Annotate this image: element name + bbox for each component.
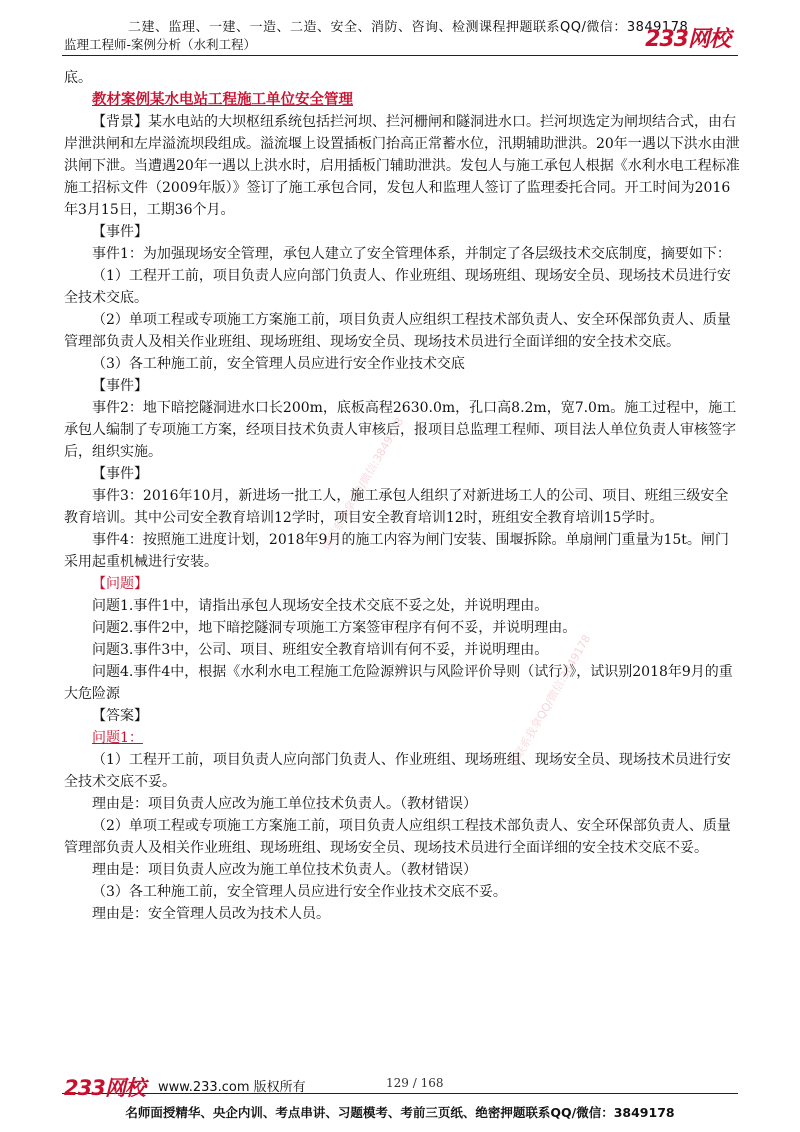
question-2: 问题2.事件2中，地下暗挖隧洞专项施工方案签审程序有何不妥，并说明理由。	[92, 620, 577, 636]
answer-1-reason-1: 理由是：项目负责人应改为施工单位技术负责人。（教材错误）	[92, 796, 477, 812]
answer-1-reason-2: 理由是：项目负责人应改为施工单位技术负责人。（教材错误）	[92, 862, 477, 878]
answer-1-item-2: （2）单项工程或专项施工方案施工前，项目负责人应组织工程技术部负责人、安全环保部负责人、质量管理部负责人及相关作业班组、现场班组、现场安全员、现场技术员进行全面详细的安全技术交底不妥。	[64, 818, 731, 856]
paragraph: 底。	[64, 70, 92, 86]
question-3: 问题3.事件3中，公司、项目、班组安全教育培训有何不妥，并说明理由。	[92, 642, 549, 658]
event-1-item-3: （3）各工种施工前，安全管理人员应进行安全作业技术交底	[92, 356, 465, 372]
answer-heading: 【答案】	[92, 708, 148, 724]
watermark: 请联系我拿QQ/微信:3849178	[506, 632, 594, 770]
answer-1-item-1: （1）工程开工前，项目负责人应向部门负责人、作业班组、现场班组、现场安全员、现场技术员进行安全技术交底不妥。	[64, 752, 731, 790]
page-number: 129 / 168	[386, 1076, 444, 1090]
background-paragraph: 【背景】某水电站的大坝枢纽系统包括拦河坝、拦河栅闸和隧洞进水口。拦河坝选定为闸坝结合式，由右岸泄洪闸和左岸溢流坝段组成。溢流堰上设置插板门抬高正常蓄水位，汛期辅助泄洪。20年一遇以下洪水由泄洪闸下泄。当遭遇20年一遇以上洪水时，启用插板门辅助泄洪。发包人与施工承包人根据《水利水电工程标准施工招标文件（2009年版）》签订了施工承包合同，发包人和监理人签订了监理委托合同。开工时间为2016年3月15日，工期36个月。	[64, 114, 740, 218]
document-body	[64, 67, 740, 925]
event-3-paragraph: 事件3：2016年10月，新进场一批工人，施工承包人组织了对新进场工人的公司、项目、班组三级安全教育培训。其中公司安全教育培训12学时，项目安全教育培训12时，班组安全教育培训15学时。	[64, 488, 729, 526]
question-4: 问题4.事件4中，根据《水利水电工程施工危险源辨识与风险评价导则（试行）》，试识别2018年9月的重大危险源	[64, 664, 733, 702]
header-doc-title: 监理工程师-案例分析（水利工程）	[64, 37, 257, 52]
event-1-item-2: （2）单项工程或专项施工方案施工前，项目负责人应组织工程技术部负责人、安全环保部负责人、质量管理部负责人及相关作业班组、现场班组、现场安全员、现场技术员进行全面详细的安全技术交底。	[64, 312, 731, 350]
question-heading-row	[64, 573, 740, 595]
question-heading: 【问题】	[92, 576, 148, 592]
event-1-paragraph: 事件1：为加强现场安全管理，承包人建立了安全管理体系，并制定了各层级技术交底制度，摘要如下：	[92, 246, 731, 262]
answer-1-item-3: （3）各工种施工前，安全管理人员应进行安全作业技术交底不妥。	[92, 884, 507, 900]
footer-site-text: www.233.com 版权所有	[158, 1080, 306, 1095]
watermark: 请联系我拿QQ/微信:3849178	[319, 415, 407, 553]
answer-1-reason-3: 理由是：安全管理人员改为技术人员。	[92, 906, 330, 922]
question-1: 问题1.事件1中，请指出承包人现场安全技术交底不妥之处，并说明理由。	[92, 598, 549, 614]
header-promo-text: 二建、监理、一建、一造、二造、安全、消防、咨询、检测课程押题联系QQ/微信：3849178	[128, 20, 689, 35]
footer-promo-text: 名师面授精华、央企内训、考点串讲、习题模考、考前三页纸、绝密押题联系QQ/微信：3849178	[125, 1105, 675, 1120]
case-title: 教材案例某水电站工程施工单位安全管理	[92, 91, 353, 108]
page-header	[0, 0, 800, 62]
event-1-item-1: （1）工程开工前，项目负责人应向部门负责人、作业班组、现场班组、现场安全员、现场技术员进行安全技术交底。	[64, 268, 731, 306]
event-4-paragraph: 事件4：按照施工进度计划，2018年9月的施工内容为闸门安装、围堰拆除。单扇闸门重量为15t。闸门采用起重机械进行安装。	[64, 532, 729, 570]
section-title	[64, 89, 740, 111]
footer-logo: 233网校	[64, 1076, 145, 1100]
header-logo: 233网校	[645, 27, 730, 52]
event-heading: 【事件】	[92, 466, 148, 482]
event-heading: 【事件】	[92, 378, 148, 394]
header-divider	[62, 55, 738, 56]
event-2-paragraph: 事件2：地下暗挖隧洞进水口长200m，底板高程2630.0m，孔口高8.2m，宽7.0m。施工过程中，施工承包人编制了专项施工方案，经项目技术负责人审核后，报项目总监理工程师、项目法人单位负责人审核签字后，组织实施。	[64, 400, 737, 460]
answer-1-heading: 问题1：	[92, 730, 143, 746]
answer-1-heading-row	[64, 727, 740, 749]
event-heading: 【事件】	[92, 224, 148, 240]
